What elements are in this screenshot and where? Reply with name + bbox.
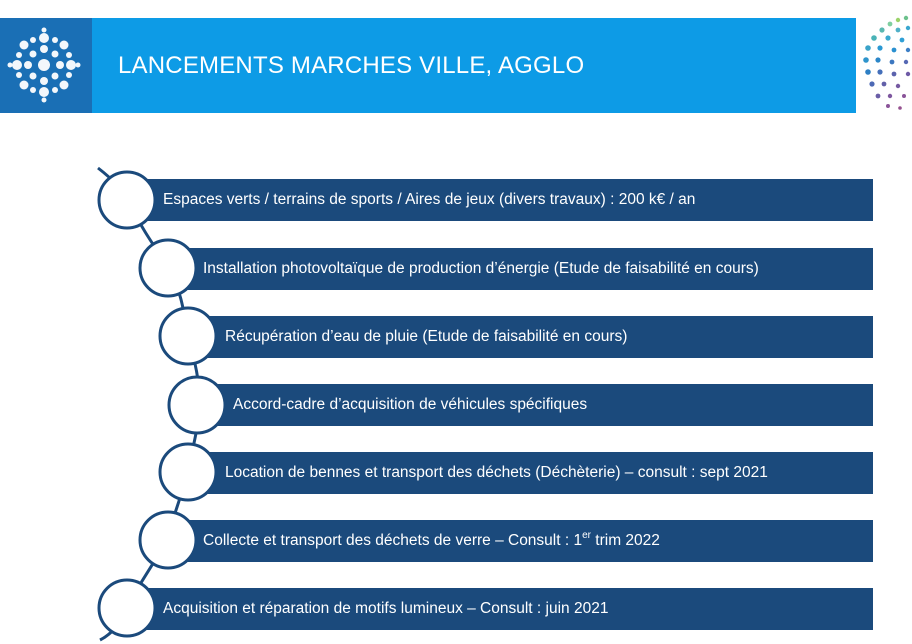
item-label: Location de bennes et transport des déchets (Déchèterie) – consult : sept 2021 bbox=[225, 464, 768, 481]
timeline-circle bbox=[169, 377, 225, 433]
item-label: Installation photovoltaïque de production d’énergie (Etude de faisabilité en cours) bbox=[203, 260, 759, 277]
timeline-circle bbox=[140, 512, 196, 568]
item-label-end: trim 2022 bbox=[591, 532, 660, 549]
timeline-circle bbox=[160, 308, 216, 364]
item-label: Accord-cadre d’acquisition de véhicules spécifiques bbox=[233, 396, 588, 413]
item-label: Récupération d’eau de pluie (Etude de faisabilité en cours) bbox=[225, 328, 628, 345]
item-label-main: Collecte et transport des déchets de verre – Consult : 1 bbox=[203, 532, 583, 549]
page-title: LANCEMENTS MARCHES VILLE, AGGLO bbox=[118, 52, 585, 79]
timeline-circle bbox=[99, 172, 155, 228]
timeline-circle bbox=[160, 444, 216, 500]
item-label: Espaces verts / terrains de sports / Aires de jeux (divers travaux) : 200 k€ / an bbox=[163, 191, 696, 208]
timeline-circle bbox=[99, 580, 155, 636]
timeline-circle bbox=[140, 240, 196, 296]
item-label: Acquisition et réparation de motifs lumineux – Consult : juin 2021 bbox=[163, 600, 609, 617]
item-label-sup: er bbox=[582, 529, 591, 541]
